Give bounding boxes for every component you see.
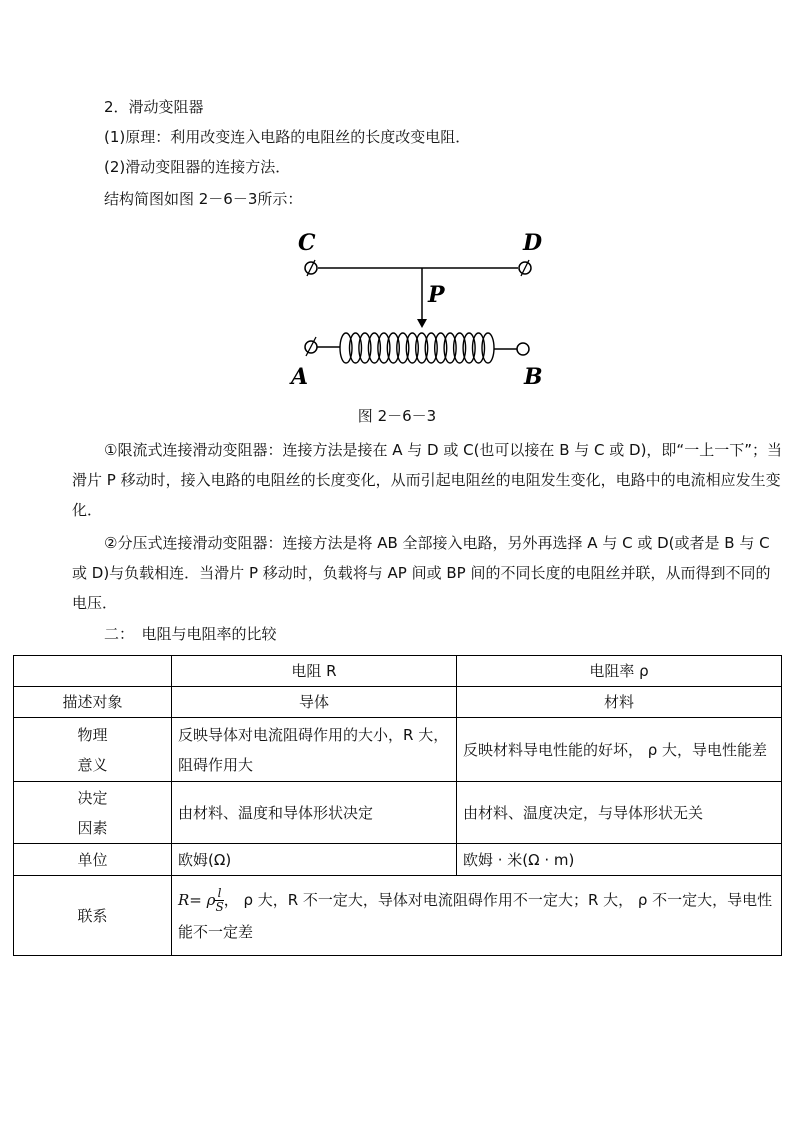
figure-caption: 图 2－6－3 xyxy=(357,407,437,425)
table-row xyxy=(14,782,782,844)
label-b: B xyxy=(524,364,543,390)
row-label-unit: 单位 xyxy=(14,844,172,876)
row-label-relation: 联系 xyxy=(14,876,172,956)
label-c: C xyxy=(298,230,316,256)
cell-resistivity-unit: 欧姆 · 米(Ω · m) xyxy=(457,844,782,876)
table-row xyxy=(14,687,782,718)
cell-relation xyxy=(172,876,782,956)
cell-resistivity-factor: 由材料、温度决定，与导体形状无关 xyxy=(457,782,782,844)
label-a: A xyxy=(291,364,309,390)
section-title-rheostat: 2．滑动变阻器 xyxy=(104,98,204,116)
cell-resistivity-meaning: 反映材料导电性能的好坏， ρ 大，导电性能差 xyxy=(457,718,782,782)
cell-resistance-object: 导体 xyxy=(172,687,457,718)
header-resistivity: 电阻率 ρ xyxy=(457,656,782,687)
section-two-title: 二： 电阻与电阻率的比较 xyxy=(104,625,277,643)
formula-prefix: R= ρ xyxy=(178,890,216,909)
table-header-row xyxy=(14,656,782,687)
limit-connection-paragraph: ①限流式连接滑动变阻器：连接方法是接在 A 与 D 或 C(也可以接在 B 与 C 或 D)，即“一上一下”；当滑片 P 移动时，接入电路的电阻丝的长度变化，从而引起电阻丝的电阻发生变化，电路中的电流相应发生变化． xyxy=(72,441,782,519)
row-label-object: 描述对象 xyxy=(14,687,172,718)
terminal-b-icon xyxy=(517,343,529,355)
cell-resistivity-object: 材料 xyxy=(457,687,782,718)
table-row xyxy=(14,844,782,876)
cell-resistance-factor: 由材料、温度和导体形状决定 xyxy=(172,782,457,844)
structure-intro-text: 结构简图如图 2－6－3所示： xyxy=(104,190,303,208)
header-resistance: 电阻 R xyxy=(172,656,457,687)
resistance-coil xyxy=(340,333,494,363)
relation-text: ， ρ 大，R 不一定大，导体对电流阻碍作用不一定大；R 大， ρ 不一定大，导电性能不一定差 xyxy=(178,890,773,941)
divider-connection-paragraph: ②分压式连接滑动变阻器：连接方法是将 AB 全部接入电路，另外再选择 A 与 C 或 D(或者是 B 与 C 或 D)与负载相连．当滑片 P 移动时，负载将与 AP 间或 BP 间的不同长度的电阻丝并联，从而得到不同的电压． xyxy=(72,534,771,612)
principle-text: (1)原理：利用改变连入电路的电阻丝的长度改变电阻． xyxy=(104,128,471,146)
row-label-factor: 决定因素 xyxy=(14,782,172,844)
label-p: P xyxy=(428,282,445,308)
rheostat-diagram xyxy=(280,225,543,395)
table-corner-cell xyxy=(14,656,172,687)
slider-arrow-icon xyxy=(417,319,427,328)
formula-denominator: S xyxy=(215,899,224,914)
label-d: D xyxy=(523,230,543,256)
table-row xyxy=(14,876,782,956)
comparison-table xyxy=(13,655,782,956)
connection-method-text: (2)滑动变阻器的连接方法． xyxy=(104,158,291,176)
cell-resistance-unit: 欧姆(Ω) xyxy=(172,844,457,876)
formula-numerator: l xyxy=(215,887,223,901)
formula-fraction xyxy=(215,887,223,914)
row-label-meaning: 物理意义 xyxy=(14,718,172,782)
cell-resistance-meaning: 反映导体对电流阻碍作用的大小，R 大，阻碍作用大 xyxy=(172,718,457,782)
table-row xyxy=(14,718,782,782)
